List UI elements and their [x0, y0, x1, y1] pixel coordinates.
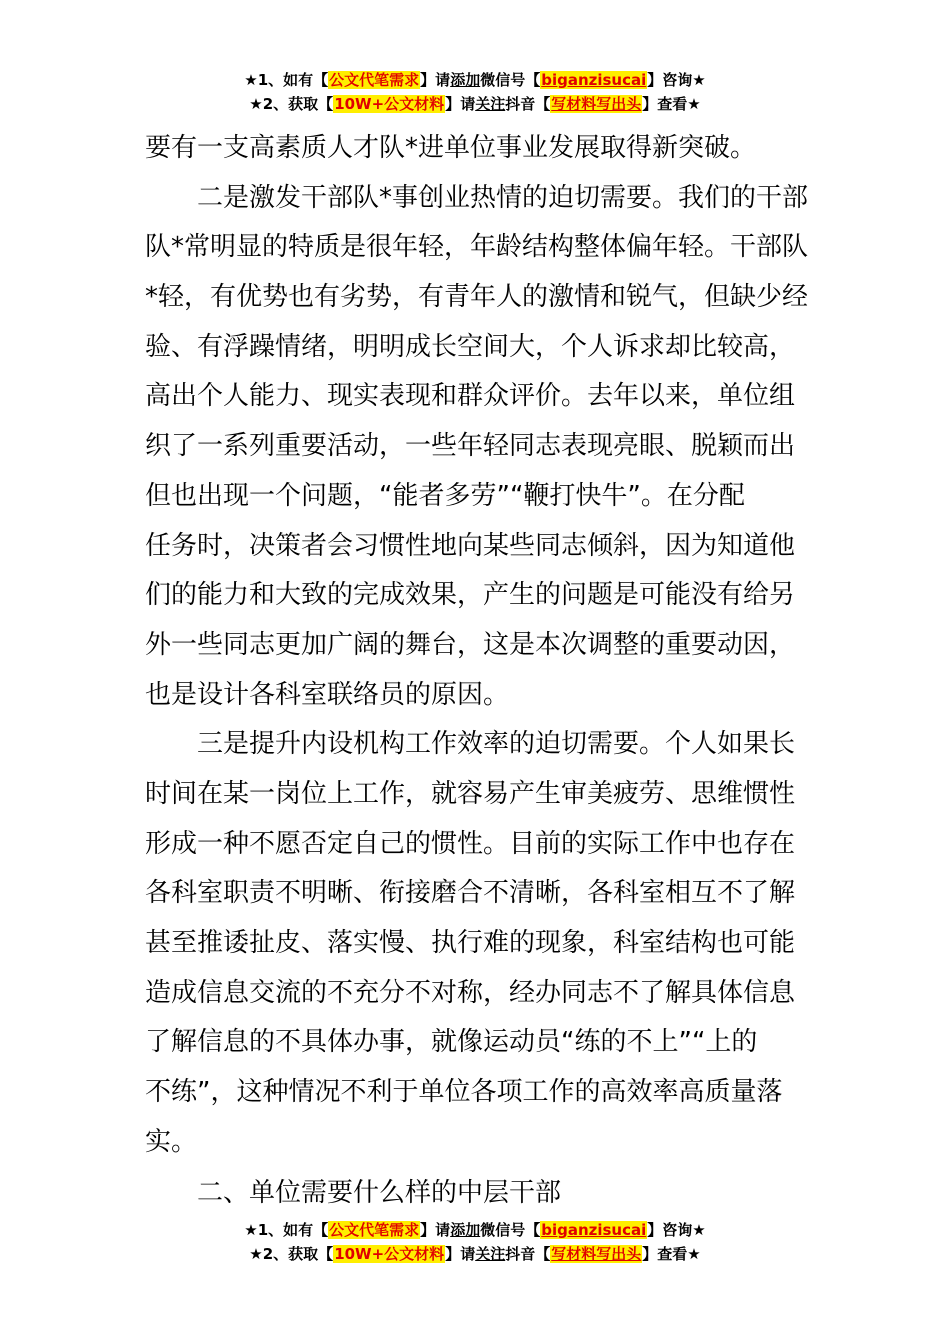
header-banner-line-2 — [0, 92, 950, 116]
wechat-id-link[interactable]: biganzisucai — [541, 1221, 647, 1239]
banner-text: ★1、如有【 — [244, 71, 329, 89]
body-line: 验、有浮躁情绪，明明成长空间大，个人诉求却比较高， — [145, 331, 796, 362]
banner-text: 】请 — [420, 1221, 451, 1239]
body-line: 外一些同志更加广阔的舞台，这是本次调整的重要动因， — [145, 629, 796, 660]
banner-text: 】请 — [445, 95, 476, 113]
document-body — [145, 124, 810, 1219]
douyin-account-link[interactable]: 写材料写出头 — [551, 1245, 642, 1263]
body-line: 时间在某一岗位上工作，就容易产生审美疲劳、思维惯性 — [145, 778, 796, 809]
body-line: 队*常明显的特质是很年轻，年龄结构整体偏年轻。干部队 — [145, 232, 809, 263]
body-line: 任务时，决策者会习惯性地向某些同志倾斜，因为知道他 — [145, 530, 796, 561]
highlight-materials: 10W+公文材料 — [334, 95, 445, 113]
banner-text: ★1、如有【 — [244, 1221, 329, 1239]
banner-emphasis: 添加 — [450, 71, 481, 89]
banner-text: 】咨询★ — [647, 1221, 706, 1239]
banner-text: 微信号【 — [480, 1221, 541, 1239]
body-line: 实。 — [145, 1126, 198, 1157]
banner-text: 抖音【 — [505, 1245, 551, 1263]
header-banner — [0, 68, 950, 116]
highlight-ghostwriting: 公文代笔需求 — [329, 71, 420, 89]
body-line: 高出个人能力、现实表现和群众评价。去年以来，单位组 — [145, 381, 796, 412]
highlight-materials: 10W+公文材料 — [334, 1245, 445, 1263]
banner-emphasis: 添加 — [450, 1221, 481, 1239]
banner-text: 】咨询★ — [647, 71, 706, 89]
wechat-id-link[interactable]: biganzisucai — [541, 71, 647, 89]
body-line: 也是设计各科室联络员的原因。 — [145, 679, 510, 710]
banner-text: 】请 — [420, 71, 451, 89]
body-line: 要有一支高素质人才队*进单位事业发展取得新突破。 — [145, 133, 757, 163]
douyin-account-link[interactable]: 写材料写出头 — [551, 95, 642, 113]
body-line: 了解信息的不具体办事，就像运动员“练的不上”“上的 — [145, 1027, 758, 1058]
banner-text: ★2、获取【 — [249, 95, 334, 113]
body-line: 各科室职责不明晰、衔接磨合不清晰，各科室相互不了解 — [145, 878, 796, 909]
header-banner-line-1 — [0, 68, 950, 92]
section-heading: 二、单位需要什么样的中层干部 — [197, 1178, 562, 1209]
paragraph-3-start: 三是提升内设机构工作效率的迫切需要。个人如果长 — [197, 729, 796, 760]
highlight-ghostwriting: 公文代笔需求 — [329, 1221, 420, 1239]
body-line: 形成一种不愿否定自己的惯性。目前的实际工作中也存在 — [145, 828, 796, 859]
body-line: 织了一系列重要活动，一些年轻同志表现亮眼、脱颖而出 — [145, 431, 796, 462]
banner-emphasis: 关注 — [475, 1245, 506, 1263]
footer-banner-line-1 — [0, 1218, 950, 1242]
body-line: 造成信息交流的不充分不对称，经办同志不了解具体信息 — [145, 977, 796, 1008]
banner-text: 抖音【 — [505, 95, 551, 113]
banner-text: 】请 — [445, 1245, 476, 1263]
banner-text: 】查看★ — [642, 1245, 701, 1263]
banner-text: ★2、获取【 — [249, 1245, 334, 1263]
banner-text: 】查看★ — [642, 95, 701, 113]
banner-text: 微信号【 — [480, 71, 541, 89]
banner-emphasis: 关注 — [475, 95, 506, 113]
body-line: 但也出现一个问题，“能者多劳”“鞭打快牛”。在分配 — [145, 480, 745, 511]
body-line: 们的能力和大致的完成效果，产生的问题是可能没有给另 — [145, 580, 796, 611]
footer-banner — [0, 1218, 950, 1266]
body-line: *轻，有优势也有劣势，有青年人的激情和锐气，但缺少经 — [145, 282, 809, 313]
paragraph-2-start: 二是激发干部队*事创业热情的迫切需要。我们的干部 — [197, 182, 809, 213]
footer-banner-line-2 — [0, 1242, 950, 1266]
body-line: 不练”，这种情况不利于单位各项工作的高效率高质量落 — [145, 1077, 783, 1108]
body-line: 甚至推诿扯皮、落实慢、执行难的现象，科室结构也可能 — [145, 928, 796, 958]
